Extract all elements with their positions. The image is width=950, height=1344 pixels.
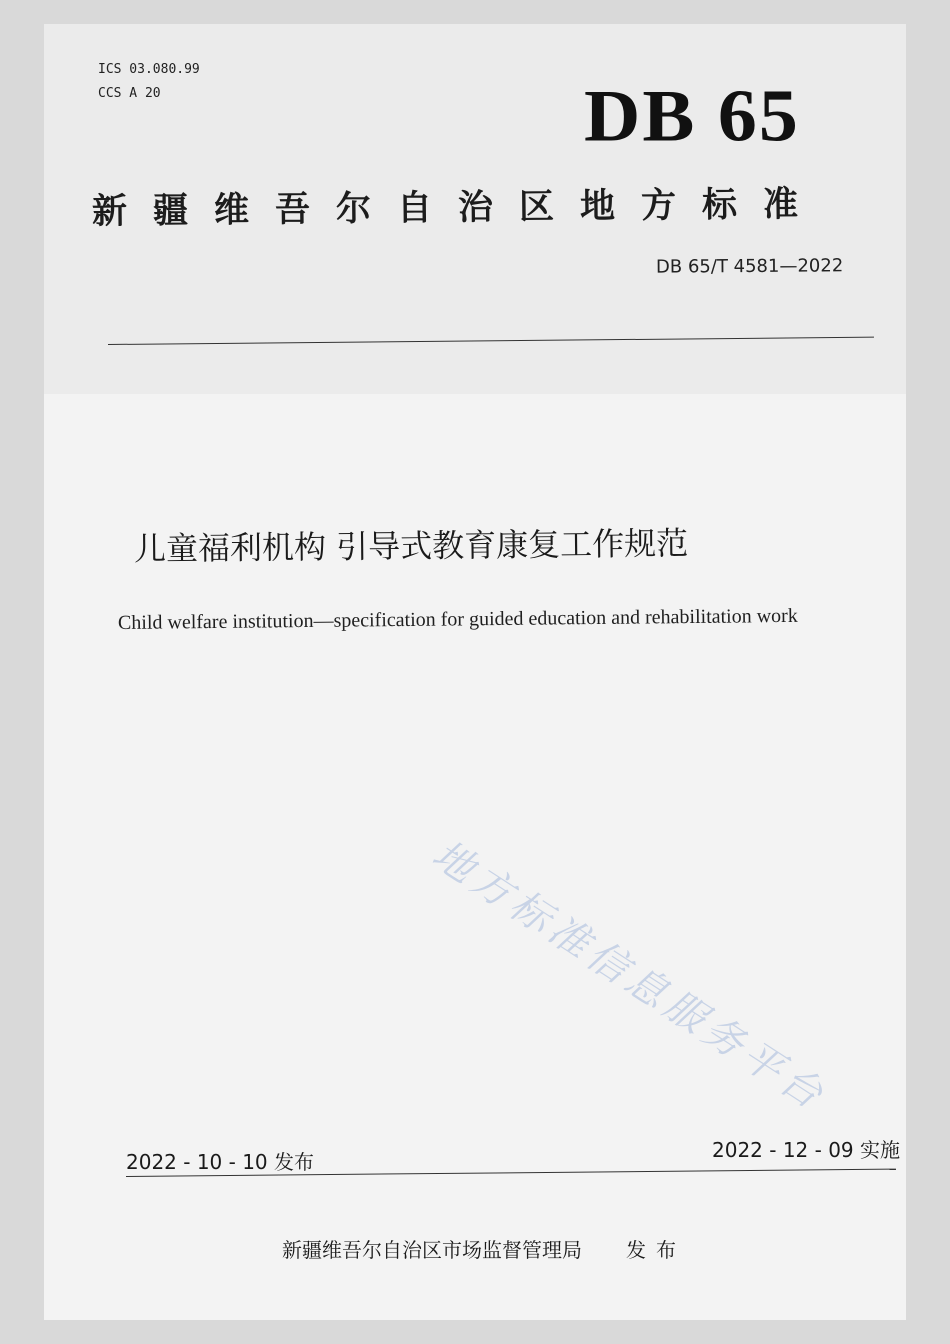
classification-codes xyxy=(98,58,200,106)
implementation-date: 2022 - 12 - 09 实施 xyxy=(712,1138,901,1162)
standard-number: DB 65/T 4581—2022 xyxy=(655,255,844,278)
authority-title: 新疆维吾尔自治区地方标准 xyxy=(91,184,825,232)
issuer-line xyxy=(282,1234,686,1263)
document-title-cn: 儿童福利机构 引导式教育康复工作规范 xyxy=(133,524,689,568)
document-title-en: Child welfare institution—specification for guided education and rehabilitation work xyxy=(117,604,798,634)
issuer-name: 新疆维吾尔自治区市场监督管理局 xyxy=(282,1238,582,1262)
publish-label: 发布 xyxy=(626,1238,686,1262)
ics-code: ICS 03.080.99 xyxy=(98,62,200,77)
issue-date: 2022 - 10 - 10 发布 xyxy=(126,1150,315,1174)
db-logo: DB 65 xyxy=(584,74,800,157)
standard-cover-page xyxy=(44,24,906,1320)
watermark: 地方标准信息服务平台 xyxy=(424,831,835,1121)
ccs-code: CCS A 20 xyxy=(98,86,161,101)
